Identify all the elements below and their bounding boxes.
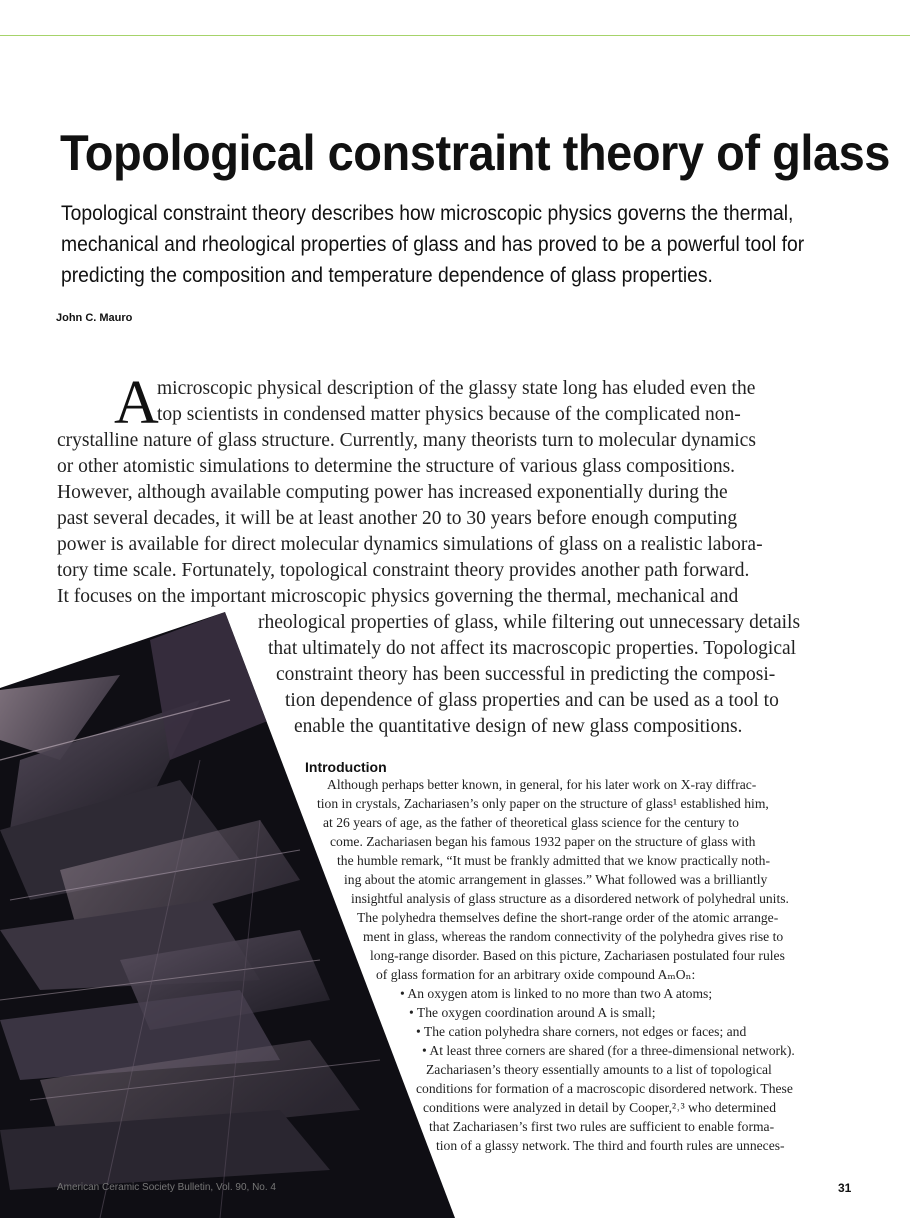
lead-line: that ultimately do not affect its macroscopic properties. Topological: [268, 638, 797, 659]
lead-line: top scientists in condensed matter physics because of the complicated non-: [157, 404, 741, 425]
lead-line: microscopic physical description of the glassy state long has eluded even the: [157, 378, 756, 399]
lead-line: enable the quantitative design of new glass compositions.: [294, 716, 743, 737]
body-list-item: • The cation polyhedra share corners, not edges or faces; and: [416, 1024, 747, 1039]
body-line: insightful analysis of glass structure as a disordered network of polyhedral units.: [351, 891, 789, 906]
body-line: that Zachariasen’s first two rules are sufficient to enable forma-: [429, 1119, 775, 1134]
body-line: the humble remark, “It must be frankly admitted that we know practically noth-: [337, 853, 770, 868]
body-line: of glass formation for an arbitrary oxide compound AₘOₙ:: [376, 967, 696, 982]
body-list-item: • An oxygen atom is linked to no more than two A atoms;: [400, 986, 713, 1001]
body-line: Zachariasen’s theory essentially amounts to a list of topological: [426, 1062, 772, 1077]
body-line: at 26 years of age, as the father of theoretical glass science for the century to: [323, 815, 739, 830]
body-line: tion of a glassy network. The third and fourth rules are unneces-: [436, 1138, 785, 1153]
subtitle-line: Topological constraint theory describes how microscopic physics governs the thermal,: [61, 202, 794, 225]
body-line: tion in crystals, Zachariasen’s only paper on the structure of glass¹ established him,: [317, 796, 769, 811]
lead-line: constraint theory has been successful in predicting the composi-: [276, 664, 776, 685]
lead-line: It focuses on the important microscopic physics governing the thermal, mechanical and: [57, 586, 739, 607]
section-heading-introduction: Introduction: [305, 759, 387, 775]
lead-line: power is available for direct molecular dynamics simulations of glass on a realistic labora-: [57, 534, 763, 555]
page-number: 31: [838, 1181, 852, 1195]
body-line: conditions for formation of a macroscopic disordered network. These: [416, 1081, 793, 1096]
author-byline: John C. Mauro: [56, 312, 133, 324]
body-line: come. Zachariasen began his famous 1932 paper on the structure of glass with: [330, 834, 756, 849]
body-list-item: • The oxygen coordination around A is small;: [409, 1005, 656, 1020]
body-line: Although perhaps better known, in general, for his later work on X-ray diffrac-: [327, 777, 757, 792]
drop-cap: A: [114, 369, 159, 437]
body-line: ment in glass, whereas the random connectivity of the polyhedra gives rise to: [363, 929, 784, 944]
lead-line: rheological properties of glass, while filtering out unnecessary details: [258, 612, 801, 633]
subtitle-line: predicting the composition and temperature dependence of glass properties.: [61, 264, 713, 287]
lead-line: However, although available computing power has increased exponentially during the: [57, 482, 728, 503]
body-list-item: • At least three corners are shared (for a three-dimensional network).: [422, 1043, 795, 1058]
body-line: The polyhedra themselves define the short-range order of the atomic arrange-: [357, 910, 779, 925]
lead-line: or other atomistic simulations to determine the structure of various glass compositions.: [57, 456, 736, 477]
subtitle-line: mechanical and rheological properties of glass and has proved to be a powerful tool for: [61, 233, 805, 256]
lead-line: crystalline nature of glass structure. Currently, many theorists turn to molecular dynamics: [57, 430, 756, 451]
page-title: Topological constraint theory of glass: [60, 125, 890, 181]
body-line: conditions were analyzed in detail by Cooper,²˒³ who determined: [423, 1100, 777, 1115]
footer-journal: American Ceramic Society Bulletin, Vol. 90, No. 4: [57, 1182, 276, 1193]
lead-line: past several decades, it will be at least another 20 to 30 years before enough computing: [57, 508, 738, 529]
lead-line: tion dependence of glass properties and can be used as a tool to: [285, 690, 779, 711]
body-line: long-range disorder. Based on this picture, Zachariasen postulated four rules: [370, 948, 785, 963]
body-line: ing about the atomic arrangement in glasses.” What followed was a brilliantly: [344, 872, 768, 887]
lead-line: tory time scale. Fortunately, topological constraint theory provides another path forward.: [57, 560, 750, 581]
